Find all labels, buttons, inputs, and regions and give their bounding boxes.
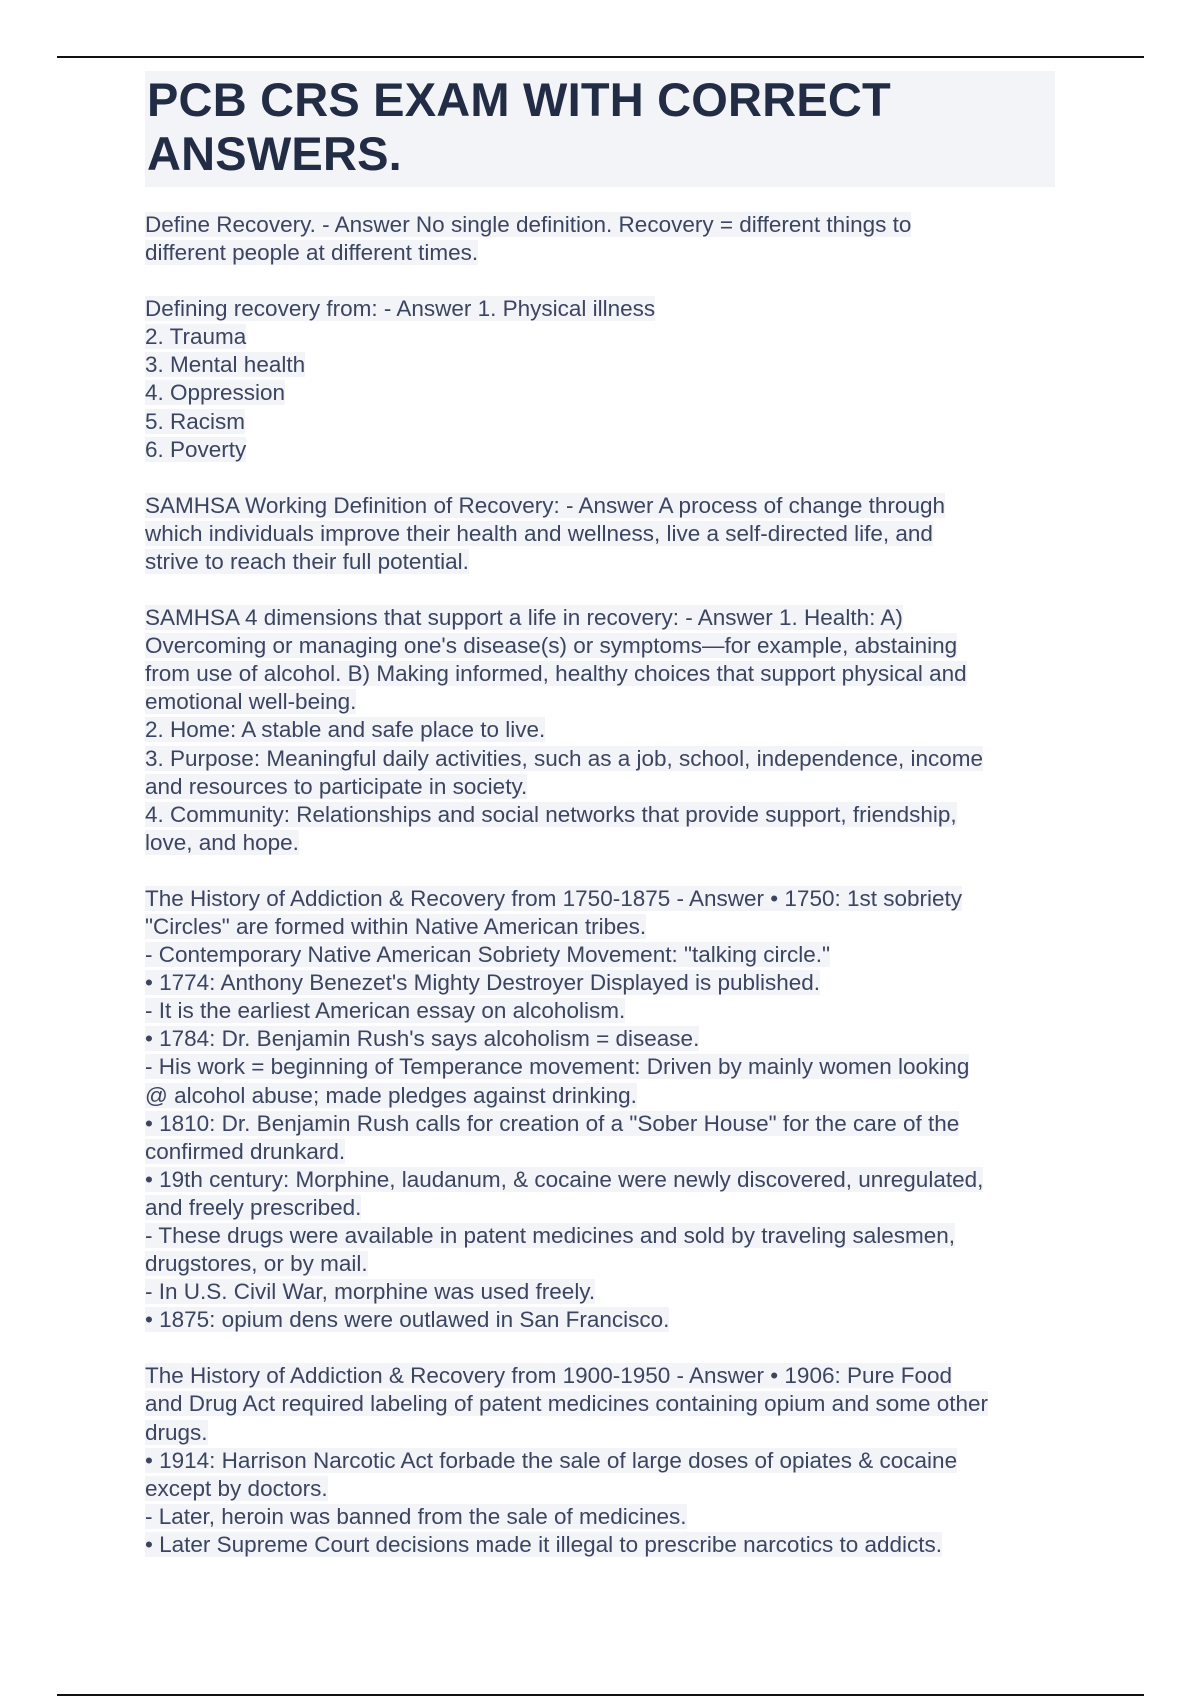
qa-line-text: - These drugs were available in patent medicines and sold by traveling salesmen, xyxy=(145,1223,956,1248)
qa-line xyxy=(145,436,1055,464)
qa-line-text: 3. Purpose: Meaningful daily activities, such as a job, school, independence, income xyxy=(145,745,983,771)
qa-line xyxy=(145,716,1055,744)
qa-line-text: confirmed drunkard. xyxy=(145,1138,346,1164)
title-line: ANSWERS. xyxy=(147,127,402,180)
qa-line-text: • 1914: Harrison Narcotic Act forbade the sale of large doses of opiates & cocaine xyxy=(145,1447,958,1473)
qa-line-text: • Later Supreme Court decisions made it illegal to prescribe narcotics to addicts. xyxy=(145,1531,943,1557)
bottom-divider xyxy=(57,1694,1144,1696)
qa-line-text: Define Recovery. - Answer No single definition. Recovery = different things to xyxy=(145,212,912,237)
qa-line xyxy=(145,969,1055,997)
qa-line-text: SAMHSA 4 dimensions that support a life in recovery: - Answer 1. Health: A) xyxy=(145,605,903,631)
qa-line-text: 4. Community: Relationships and social networks that provide support, friendship, xyxy=(145,801,957,827)
qa-line xyxy=(145,1531,1055,1559)
qa-line xyxy=(145,688,1055,716)
qa-line xyxy=(145,548,1055,576)
qa-line xyxy=(145,1419,1055,1447)
qa-line-text: SAMHSA Working Definition of Recovery: - Answer A process of change through xyxy=(145,492,945,518)
qa-line xyxy=(145,1475,1055,1503)
qa-line xyxy=(145,1390,1055,1418)
qa-line xyxy=(145,520,1055,548)
qa-line-text: Overcoming or managing one's disease(s) or symptoms—for example, abstaining xyxy=(145,633,958,659)
qa-line-text: 2. Trauma xyxy=(145,324,247,350)
qa-line xyxy=(145,211,1055,239)
qa-line-text: and freely prescribed. xyxy=(145,1194,362,1220)
qa-block xyxy=(145,1362,1055,1559)
qa-line xyxy=(145,1194,1055,1222)
qa-line-text: from use of alcohol. B) Making informed, healthy choices that support physical and xyxy=(145,661,967,687)
qa-line xyxy=(145,773,1055,801)
qa-line xyxy=(145,1250,1055,1278)
qa-line xyxy=(145,351,1055,379)
qa-block xyxy=(145,492,1055,576)
qa-line-text: - It is the earliest American essay on alcoholism. xyxy=(145,998,626,1024)
title-banner xyxy=(145,71,1055,187)
qa-line-text: Defining recovery from: - Answer 1. Physical illness xyxy=(145,296,656,322)
qa-line xyxy=(145,323,1055,351)
qa-line xyxy=(145,1447,1055,1475)
qa-line xyxy=(145,1082,1055,1110)
qa-line xyxy=(145,632,1055,660)
qa-line xyxy=(145,239,1055,267)
qa-line-text: 5. Racism xyxy=(145,408,246,434)
document-page xyxy=(145,71,1055,1587)
qa-line xyxy=(145,1053,1055,1081)
qa-line-text: • 1810: Dr. Benjamin Rush calls for creation of a "Sober House" for the care of the xyxy=(145,1110,960,1136)
qa-line-text: drugstores, or by mail. xyxy=(145,1251,368,1277)
qa-line-text: except by doctors. xyxy=(145,1475,328,1501)
title-line: PCB CRS EXAM WITH CORRECT xyxy=(147,73,891,126)
qa-line xyxy=(145,1138,1055,1166)
qa-line-text: strive to reach their full potential. xyxy=(145,548,469,574)
qa-line-text: - Later, heroin was banned from the sale of medicines. xyxy=(145,1503,687,1529)
qa-line-text: 3. Mental health xyxy=(145,352,306,378)
qa-line-text: which individuals improve their health and wellness, live a self-directed life, and xyxy=(145,520,933,546)
qa-line-text: 6. Poverty xyxy=(145,436,247,462)
qa-line xyxy=(145,997,1055,1025)
qa-line xyxy=(145,1222,1055,1250)
qa-line-text: - In U.S. Civil War, morphine was used freely. xyxy=(145,1279,596,1305)
qa-block xyxy=(145,211,1055,267)
qa-line-text: "Circles" are formed within Native American tribes. xyxy=(145,913,647,939)
qa-line-text: emotional well-being. xyxy=(145,689,357,715)
qa-line-text: love, and hope. xyxy=(145,829,299,855)
qa-line-text: • 1784: Dr. Benjamin Rush's says alcoholism = disease. xyxy=(145,1026,700,1052)
qa-line-text: 4. Oppression xyxy=(145,380,286,406)
qa-line-text: @ alcohol abuse; made pledges against drinking. xyxy=(145,1082,637,1108)
qa-line xyxy=(145,1278,1055,1306)
qa-line-text: different people at different times. xyxy=(145,240,479,266)
document-body xyxy=(145,211,1055,1559)
qa-line xyxy=(145,1362,1055,1390)
qa-line-text: • 19th century: Morphine, laudanum, & cocaine were newly discovered, unregulated, xyxy=(145,1166,984,1192)
qa-line xyxy=(145,801,1055,829)
qa-line xyxy=(145,660,1055,688)
qa-line xyxy=(145,1306,1055,1334)
qa-line-text: and Drug Act required labeling of patent medicines containing opium and some other xyxy=(145,1391,989,1417)
qa-line-text: 2. Home: A stable and safe place to live. xyxy=(145,717,546,743)
qa-block xyxy=(145,604,1055,857)
qa-line xyxy=(145,913,1055,941)
qa-line-text: and resources to participate in society. xyxy=(145,773,528,799)
qa-line xyxy=(145,1025,1055,1053)
qa-line xyxy=(145,379,1055,407)
qa-line xyxy=(145,829,1055,857)
qa-line-text: The History of Addiction & Recovery from 1750-1875 - Answer • 1750: 1st sobriety xyxy=(145,885,963,911)
qa-block xyxy=(145,885,1055,1335)
qa-line-text: - Contemporary Native American Sobriety Movement: "talking circle." xyxy=(145,942,830,968)
qa-line xyxy=(145,885,1055,913)
document-title xyxy=(147,73,1049,181)
qa-block xyxy=(145,295,1055,464)
qa-line-text: • 1875: opium dens were outlawed in San Francisco. xyxy=(145,1307,670,1333)
qa-line-text: - His work = beginning of Temperance movement: Driven by mainly women looking xyxy=(145,1054,970,1080)
qa-line xyxy=(145,1166,1055,1194)
qa-line-text: The History of Addiction & Recovery from 1900-1950 - Answer • 1906: Pure Food xyxy=(145,1363,953,1389)
qa-line xyxy=(145,492,1055,520)
qa-line-text: drugs. xyxy=(145,1419,208,1445)
qa-line xyxy=(145,295,1055,323)
qa-line xyxy=(145,941,1055,969)
qa-line xyxy=(145,408,1055,436)
qa-line xyxy=(145,1110,1055,1138)
qa-line-text: • 1774: Anthony Benezet's Mighty Destroyer Displayed is published. xyxy=(145,970,821,996)
top-divider xyxy=(57,56,1144,58)
qa-line xyxy=(145,745,1055,773)
qa-line xyxy=(145,604,1055,632)
qa-line xyxy=(145,1503,1055,1531)
